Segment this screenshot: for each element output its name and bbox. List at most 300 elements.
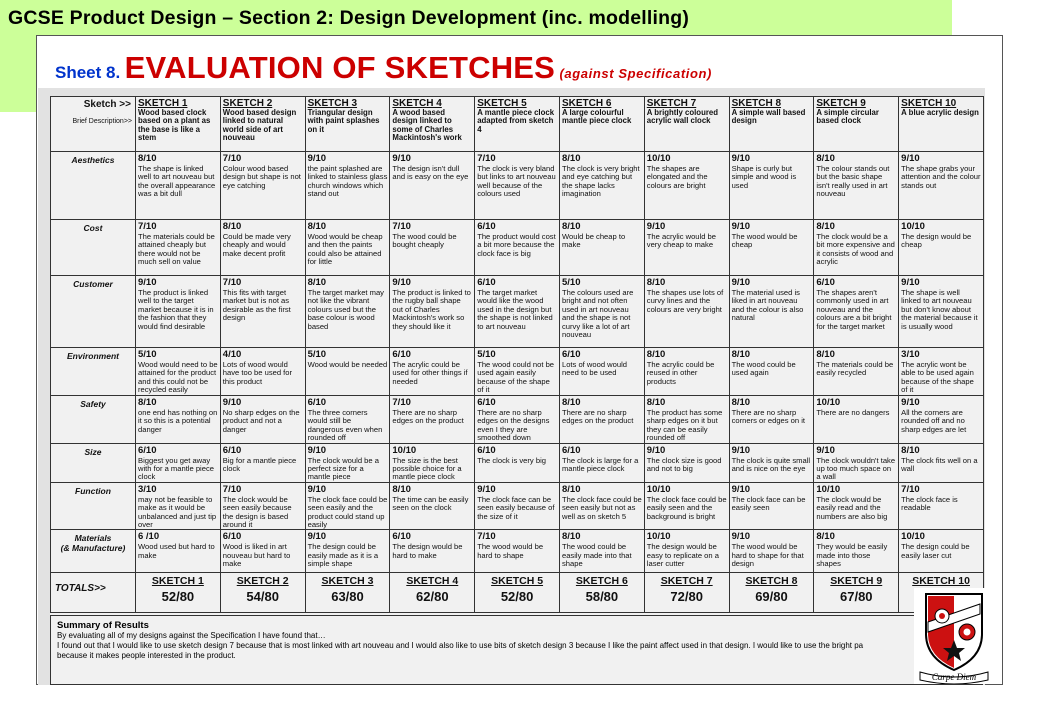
score-cell xyxy=(559,276,644,348)
score-comment: No sharp edges on the product and not a danger xyxy=(222,408,300,434)
summary-box xyxy=(50,615,983,685)
score-cell xyxy=(899,152,984,220)
score-value: 9/10 xyxy=(731,277,751,288)
score-value: 8/10 xyxy=(561,221,581,232)
score-comment: The time can be easily seen on the clock xyxy=(392,494,469,513)
score-cell xyxy=(559,443,644,482)
total-sketch-name: SKETCH 10 xyxy=(912,575,970,588)
score-cell xyxy=(220,152,305,220)
score-value: 5/10 xyxy=(138,349,157,360)
sketch-name: SKETCH 1 xyxy=(138,98,188,109)
score-value: 10/10 xyxy=(646,531,671,543)
score-value: 5/10 xyxy=(477,349,496,360)
score-value: 8/10 xyxy=(561,531,581,543)
score-cell xyxy=(220,396,305,444)
criteria-label: Materials xyxy=(74,533,112,544)
score-cell xyxy=(899,482,984,530)
scanned-evaluation-sheet xyxy=(38,88,985,685)
evaluation-table xyxy=(50,96,984,613)
score-comment: Biggest you get away with for a mantle piece clock xyxy=(138,455,214,482)
score-cell xyxy=(814,443,899,482)
score-comment: The wood could be used again xyxy=(731,360,796,378)
score-comment: The product has some sharp edges on it but they can be easily rounded off xyxy=(646,408,723,443)
score-cell xyxy=(644,443,729,482)
score-value: 8/10 xyxy=(731,397,751,408)
score-comment: The wood could be easily made into that shape xyxy=(561,542,632,569)
score-comment: one end has nothing on it so this is a potential danger xyxy=(138,408,218,434)
total-sketch-name: SKETCH 3 xyxy=(321,575,374,588)
score-comment: The design isn't dull and is easy on the eye xyxy=(392,164,469,182)
score-value: 6/10 xyxy=(477,444,496,456)
score-comment: Lots of wood would need to be used xyxy=(561,360,627,378)
sheet-subtitle: (against Specification) xyxy=(559,66,712,81)
score-cell xyxy=(305,443,390,482)
score-cell xyxy=(220,276,305,348)
score-comment: The shape grabs your attention and the colour stands out xyxy=(901,164,981,190)
sketch-header-cell xyxy=(899,97,984,152)
score-cell xyxy=(475,276,560,348)
summary-line: By evaluating all of my designs against the Specification I have found that… xyxy=(57,631,326,640)
score-cell xyxy=(559,396,644,444)
total-cell xyxy=(220,573,305,613)
score-value: 9/10 xyxy=(731,483,751,495)
score-cell xyxy=(136,482,221,530)
criteria-label-cell xyxy=(51,152,136,220)
score-comment: The clock face could be easily seen and the background is bright xyxy=(646,494,727,521)
score-value: 9/10 xyxy=(307,153,327,164)
score-comment: The design could be easily laser cut xyxy=(901,542,970,560)
total-score: 67/80 xyxy=(840,589,873,605)
score-value: 8/10 xyxy=(561,483,581,495)
score-value: 8/10 xyxy=(816,153,835,164)
score-comment: The shape is well linked to art nouveau but don't know about the material because it is usually wood xyxy=(901,288,978,331)
score-comment: Shape is curly but simple and wood is used xyxy=(731,164,797,190)
score-cell xyxy=(899,530,984,573)
total-cell xyxy=(136,573,221,613)
score-value: 6/10 xyxy=(477,277,496,288)
score-cell xyxy=(644,396,729,444)
score-cell xyxy=(475,443,560,482)
sketch-header-cell xyxy=(729,97,814,152)
score-cell xyxy=(390,396,475,444)
score-cell xyxy=(305,530,390,573)
score-value: 6/10 xyxy=(222,531,242,543)
sketch-brief: A large colourful mantle piece clock xyxy=(561,108,632,126)
score-cell xyxy=(899,276,984,348)
total-sketch-name: SKETCH 2 xyxy=(236,575,289,588)
score-value: 6/10 xyxy=(138,444,157,456)
score-value: 10/10 xyxy=(816,397,841,408)
score-cell xyxy=(729,152,814,220)
score-value: 5/10 xyxy=(561,277,581,288)
score-cell xyxy=(559,482,644,530)
school-crest-logo xyxy=(914,588,994,684)
score-value: 8/10 xyxy=(646,349,666,360)
score-cell xyxy=(220,482,305,530)
score-comment: The colours used are bright and not often used in art nouveau and the shape is not curvy like a lot of art nouveau xyxy=(561,288,634,340)
score-cell xyxy=(814,220,899,276)
total-cell xyxy=(644,573,729,613)
score-value: 6/10 xyxy=(477,221,496,232)
score-value: 9/10 xyxy=(901,153,920,164)
score-value: 8/10 xyxy=(646,277,666,288)
score-value: 9/10 xyxy=(222,397,242,408)
total-cell xyxy=(475,573,560,613)
score-cell xyxy=(305,348,390,396)
score-value: 6/10 xyxy=(222,444,242,456)
score-cell xyxy=(644,276,729,348)
criteria-label: Aesthetics xyxy=(71,155,115,165)
score-value: 7/10 xyxy=(138,221,157,232)
brief-row-label: Brief Description>> xyxy=(72,118,132,125)
sketch-name: SKETCH 6 xyxy=(561,98,612,109)
total-score: 52/80 xyxy=(500,589,534,605)
score-value: 9/10 xyxy=(307,531,327,543)
sketch-name: SKETCH 2 xyxy=(222,98,273,109)
sketch-brief: Wood based clock based on a plant as the base is like a stem xyxy=(138,108,211,143)
score-value: 5/10 xyxy=(307,349,327,360)
score-cell xyxy=(729,276,814,348)
score-comment: The clock size is good and not to big xyxy=(646,455,722,474)
score-value: 10/10 xyxy=(901,531,925,543)
score-cell xyxy=(136,152,221,220)
score-value: 10/10 xyxy=(392,444,417,456)
page-title: GCSE Product Design – Section 2: Design Development (inc. modelling) xyxy=(8,7,690,29)
score-value: 7/10 xyxy=(222,483,242,495)
criteria-label: Environment xyxy=(67,351,119,361)
score-value: 10/10 xyxy=(901,221,925,232)
criteria-label-cell xyxy=(51,348,136,396)
score-value: 8/10 xyxy=(138,153,157,164)
score-cell xyxy=(220,530,305,573)
score-value: 9/10 xyxy=(307,444,327,456)
sketch-header-cell xyxy=(559,97,644,152)
score-cell xyxy=(899,396,984,444)
score-comment: The shapes use lots of curvy lines and the colours are very bright xyxy=(646,288,724,314)
score-cell xyxy=(814,396,899,444)
sketch-name: SKETCH 3 xyxy=(307,98,358,109)
score-comment: Could be made very cheaply and would make decent profit xyxy=(222,232,291,258)
score-comment: There are no sharp edges on the product xyxy=(561,408,634,426)
score-value: 10/10 xyxy=(646,483,671,495)
criteria-row xyxy=(51,152,984,220)
score-cell xyxy=(305,482,390,530)
score-cell xyxy=(899,220,984,276)
score-cell xyxy=(729,220,814,276)
score-value: 7/10 xyxy=(222,153,242,164)
score-comment: The acrylic would be very cheap to make xyxy=(646,232,717,250)
score-comment: The clock would be seen easily because the design is based around it xyxy=(222,494,292,530)
total-sketch-name: SKETCH 1 xyxy=(151,575,204,588)
total-sketch-name: SKETCH 4 xyxy=(406,575,459,588)
sketch-name: SKETCH 7 xyxy=(646,98,697,109)
total-score: 72/80 xyxy=(670,589,703,605)
score-cell xyxy=(390,482,475,530)
score-comment: the paint splashed are linked to stainless glass church windows which stand out xyxy=(307,164,388,199)
score-value: 9/10 xyxy=(816,444,835,456)
score-comment: Wood would be cheap and then the paints could also be attained for little xyxy=(307,232,383,267)
score-cell xyxy=(814,276,899,348)
total-sketch-name: SKETCH 7 xyxy=(660,575,713,588)
score-comment: The materials could be attained cheaply but there would not be much sell on value xyxy=(138,232,215,267)
score-value: 7/10 xyxy=(392,397,411,408)
total-cell xyxy=(729,573,814,613)
sketch-brief: A mantle piece clock adapted from sketch 4 xyxy=(477,108,555,134)
score-value: 6/10 xyxy=(392,349,411,360)
total-sketch-name: SKETCH 8 xyxy=(745,575,798,588)
score-cell xyxy=(475,396,560,444)
sketch-header-row xyxy=(51,97,984,152)
crest-motto: Carpe Diem xyxy=(931,672,977,682)
score-cell xyxy=(729,348,814,396)
score-cell xyxy=(559,348,644,396)
summary-title: Summary of Results xyxy=(57,620,149,631)
criteria-label-cell xyxy=(51,396,136,444)
score-comment: Would be cheap to make xyxy=(561,232,626,250)
criteria-row xyxy=(51,396,984,444)
score-value: 9/10 xyxy=(392,277,411,288)
score-value: 7/10 xyxy=(222,277,242,288)
score-cell xyxy=(644,152,729,220)
score-comment: The shapes aren't commonly used in art nouveau and the colours are a bit bright for the target market xyxy=(816,288,892,331)
sketch-name: SKETCH 8 xyxy=(731,98,782,109)
criteria-label: Safety xyxy=(80,399,106,409)
score-comment: Wood would need to be attained for the product and this could not be recycled easily xyxy=(138,360,218,395)
score-value: 8/10 xyxy=(816,221,835,232)
criteria-label-cell xyxy=(51,482,136,530)
sheet-heading xyxy=(55,50,712,86)
score-cell xyxy=(729,482,814,530)
score-value: 9/10 xyxy=(731,153,751,164)
score-comment: There are no dangers xyxy=(816,408,890,417)
sketch-brief: A wood based design linked to some of Charles Mackintosh's work xyxy=(392,108,462,143)
sketch-header-cell xyxy=(475,97,560,152)
total-score: 69/80 xyxy=(755,589,788,605)
score-value: 8/10 xyxy=(222,221,242,232)
score-comment: The acrylic could be reused in other products xyxy=(646,360,715,386)
total-score: 63/80 xyxy=(331,589,364,605)
score-comment: The colour stands out but the basic shape isn't really used in art nouveau xyxy=(816,164,890,199)
total-cell xyxy=(559,573,644,613)
score-value: 6/10 xyxy=(816,277,835,288)
score-cell xyxy=(136,220,221,276)
score-value: 6/10 xyxy=(477,397,496,408)
score-value: 6/10 xyxy=(307,397,327,408)
score-comment: The wood would be hard to shape for that design xyxy=(731,542,804,569)
sketch-name: SKETCH 9 xyxy=(816,98,866,109)
total-score: 54/80 xyxy=(246,589,279,605)
score-comment: The clock face is readable xyxy=(901,494,958,513)
score-comment: The design could be easily made as it is a simple shape xyxy=(307,542,379,569)
sketch-header-cell xyxy=(136,97,221,152)
sketch-row-label: Sketch >> xyxy=(83,99,131,110)
sketch-header-cell xyxy=(220,97,305,152)
score-cell xyxy=(814,348,899,396)
score-comment: The shapes are elongated and the colours are bright xyxy=(646,164,708,190)
score-cell xyxy=(559,530,644,573)
score-comment: This fits with target market but is not as desirable as the first design xyxy=(222,288,291,323)
score-comment: The clock is quite small and is nice on the eye xyxy=(731,455,811,474)
score-value: 10/10 xyxy=(646,153,671,164)
score-value: 8/10 xyxy=(901,444,920,456)
score-value: 6/10 xyxy=(561,444,581,456)
score-comment: The target market would like the wood used in the design but the shape is not linked to art nouveau xyxy=(477,288,553,331)
score-comment: The materials could be easily recycled xyxy=(816,360,894,378)
criteria-label-cell xyxy=(51,276,136,348)
score-value: 8/10 xyxy=(138,397,157,408)
score-comment: There are no sharp edges on the product xyxy=(392,408,464,426)
score-cell xyxy=(390,443,475,482)
score-value: 6 /10 xyxy=(138,531,160,543)
score-comment: The clock would be a perfect size for a mantle piece xyxy=(307,455,379,482)
score-comment: The clock fits well on a wall xyxy=(901,455,978,474)
total-sketch-name: SKETCH 6 xyxy=(575,575,628,588)
score-value: 9/10 xyxy=(307,483,327,495)
total-cell xyxy=(814,573,899,613)
score-cell xyxy=(644,220,729,276)
score-comment: The size is the best possible choice for a mantle piece clock xyxy=(392,455,462,482)
score-comment: The clock face can be easily seen xyxy=(731,494,806,513)
score-value: 4/10 xyxy=(222,349,242,360)
score-comment: They would be easily made into those shapes xyxy=(816,542,888,569)
criteria-sublabel: (& Manufacture) xyxy=(60,543,126,554)
score-cell xyxy=(305,220,390,276)
total-cell xyxy=(390,573,475,613)
score-value: 3/10 xyxy=(901,349,920,360)
score-cell xyxy=(136,276,221,348)
score-comment: There are no sharp corners or edges on it xyxy=(731,408,806,426)
score-comment: Big for a mantle piece clock xyxy=(222,455,297,474)
score-comment: Colour wood based design but shape is not eye catching xyxy=(222,164,301,190)
crest-icon xyxy=(914,588,994,684)
sketch-name: SKETCH 5 xyxy=(477,98,527,109)
score-value: 7/10 xyxy=(477,153,496,164)
sketch-name: SKETCH 10 xyxy=(901,98,957,109)
score-value: 9/10 xyxy=(731,531,751,543)
score-value: 7/10 xyxy=(477,531,496,543)
score-comment: The product is linked well to the target market because it is in the fashion that they would find desirable xyxy=(138,288,214,331)
score-comment: Wood would be needed xyxy=(307,360,388,369)
score-value: 6/10 xyxy=(561,349,581,360)
score-comment: Wood used but hard to make xyxy=(138,542,215,560)
sketch-brief: A brightly coloured acrylic wall clock xyxy=(646,108,718,126)
score-cell xyxy=(475,482,560,530)
score-comment: The clock face could be seen easily and the product could stand up easily xyxy=(307,494,388,530)
score-cell xyxy=(729,443,814,482)
score-cell xyxy=(899,348,984,396)
score-comment: The product is linked to the rugby ball shape out of Charles Mackintosh's work so they should like it xyxy=(392,288,471,331)
score-comment: The clock would be easily read and the numbers are also big xyxy=(816,494,888,521)
score-cell xyxy=(475,530,560,573)
sketch-header-cell xyxy=(814,97,899,152)
score-comment: There are no sharp edges on the designs even I they are smoothed down xyxy=(477,408,550,443)
score-comment: The wood would be hard to shape xyxy=(477,542,544,560)
score-value: 9/10 xyxy=(731,444,751,456)
sheet-title: EVALUATION OF SKETCHES xyxy=(124,50,556,85)
criteria-row xyxy=(51,348,984,396)
sketch-header-cell xyxy=(644,97,729,152)
score-comment: The clock is very big xyxy=(477,455,546,465)
sketch-header-cell xyxy=(305,97,390,152)
score-cell xyxy=(644,348,729,396)
score-cell xyxy=(644,482,729,530)
score-cell xyxy=(814,482,899,530)
score-value: 9/10 xyxy=(901,397,920,408)
score-comment: Lots of wood would have too be used for this product xyxy=(222,360,293,386)
total-score: 62/80 xyxy=(416,589,449,605)
criteria-label-cell xyxy=(51,443,136,482)
score-value: 8/10 xyxy=(561,397,581,408)
score-comment: The clock wouldn't take up too much space on a wall xyxy=(816,455,896,482)
score-cell xyxy=(136,396,221,444)
score-comment: The design would be cheap xyxy=(901,232,972,250)
score-value: 8/10 xyxy=(561,153,581,164)
score-cell xyxy=(390,276,475,348)
score-value: 3/10 xyxy=(138,483,157,495)
score-value: 9/10 xyxy=(901,277,920,288)
total-sketch-name: SKETCH 9 xyxy=(830,575,883,588)
score-cell xyxy=(559,220,644,276)
score-value: 9/10 xyxy=(477,483,496,495)
score-comment: The target market may not like the vibrant colours used but the base colour is wood based xyxy=(307,288,384,331)
score-cell xyxy=(814,152,899,220)
score-comment: The three corners would still be dangerous even when rounded off xyxy=(307,408,383,443)
score-comment: The clock face can be seen easily because of the size of it xyxy=(477,494,555,521)
score-comment: The acrylic wont be able to be used again because of the shape of it xyxy=(901,360,974,395)
score-cell xyxy=(390,348,475,396)
score-value: 9/10 xyxy=(646,221,666,232)
score-value: 8/10 xyxy=(816,531,835,543)
score-value: 7/10 xyxy=(392,221,411,232)
score-cell xyxy=(814,530,899,573)
score-cell xyxy=(390,152,475,220)
sketch-brief: Wood based design linked to natural world side of art nouveau xyxy=(222,108,297,143)
totals-label: TOTALS>> xyxy=(51,573,136,613)
score-comment: The design would be hard to make xyxy=(392,542,463,560)
score-value: 9/10 xyxy=(138,277,157,288)
score-cell xyxy=(305,152,390,220)
score-comment: The acrylic could be used for other things if needed xyxy=(392,360,468,386)
score-value: 8/10 xyxy=(731,349,751,360)
score-comment: The wood could not be used again easily because of the shape of it xyxy=(477,360,555,395)
score-comment: The product would cost a bit more because the clock face is big xyxy=(477,232,556,258)
score-value: 9/10 xyxy=(646,444,666,456)
score-value: 8/10 xyxy=(392,483,411,495)
score-value: 9/10 xyxy=(392,153,411,164)
criteria-row xyxy=(51,276,984,348)
criteria-label: Customer xyxy=(73,279,113,289)
score-comment: The clock is large for a mantle piece clock xyxy=(561,455,639,474)
criteria-label-cell xyxy=(51,530,136,573)
score-cell xyxy=(136,348,221,396)
score-cell xyxy=(729,530,814,573)
score-cell xyxy=(644,530,729,573)
sketch-brief: Triangular design with paint splashes on it xyxy=(307,108,380,134)
score-value: 8/10 xyxy=(307,277,327,288)
score-comment: The clock would be a bit more expensive and it consists of wood and acrylic xyxy=(816,232,895,267)
score-cell xyxy=(475,348,560,396)
score-comment: The wood could be bought cheaply xyxy=(392,232,457,250)
evaluation-paper xyxy=(50,96,983,685)
score-value: 8/10 xyxy=(307,221,327,232)
criteria-row xyxy=(51,443,984,482)
score-cell xyxy=(899,443,984,482)
total-sketch-name: SKETCH 5 xyxy=(491,575,544,588)
total-score: 58/80 xyxy=(585,589,619,605)
sketch-brief: A blue acrylic design xyxy=(901,108,979,117)
sheet-number: Sheet 8. xyxy=(55,63,121,82)
sketch-brief: A simple circular based clock xyxy=(816,108,879,126)
